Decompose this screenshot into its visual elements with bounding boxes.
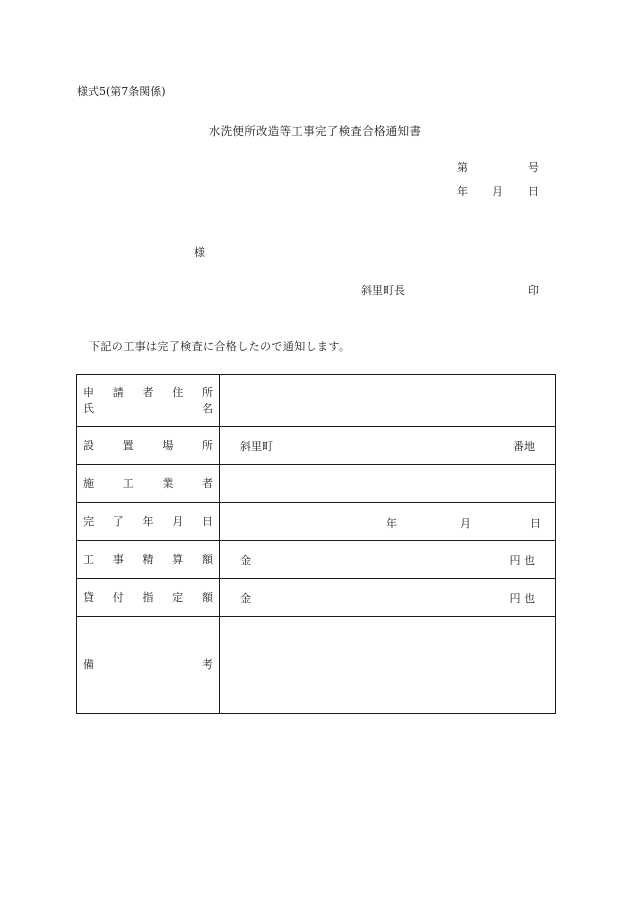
location-suffix: 番地 [513,439,535,453]
loan-prefix: 金 [240,591,251,605]
label-char: 額 [202,552,213,566]
loan-value [220,579,556,617]
label-char: 日 [202,514,213,528]
completion-month: 月 [460,516,471,530]
label-char: 月 [172,514,184,528]
label-char: 付 [112,590,124,604]
label-char: 年 [142,514,154,528]
label-char: 事 [112,552,124,566]
label-char: 了 [112,514,124,528]
label-char: 住 [172,385,184,399]
document-number-suffix: 号 [528,161,539,174]
settlement-suffix: 円 也 [509,553,535,567]
table-row-location [77,427,556,465]
label-char: 設 [83,438,94,452]
issuer-title: 斜里町長 [361,284,405,297]
remarks-value [220,617,556,714]
seal-mark: 印 [528,284,539,297]
label-char: 工 [83,552,94,566]
label-char: 精 [142,552,154,566]
applicant-name-label [83,401,213,417]
label-char: 名 [202,401,213,415]
table-row-loan [77,579,556,617]
form-code: 様式5(第7条関係) [77,85,166,98]
issue-date-month: 月 [492,185,503,198]
label-char: 業 [162,476,174,490]
detail-table [76,374,556,714]
label-char: 考 [202,658,213,671]
completion-year: 年 [386,516,397,530]
document-title: 水洗便所改造等工事完了検査合格通知書 [208,124,422,138]
label-char: 所 [202,385,213,399]
label-char: 工 [122,476,134,490]
label-char: 場 [162,438,174,452]
label-char: 請 [112,385,124,399]
issue-date-year: 年 [457,185,468,198]
label-char: 施 [83,476,94,490]
settlement-prefix: 金 [240,553,251,567]
label-char: 完 [83,514,94,528]
contractor-value [220,465,556,503]
table-row-applicant [77,375,556,427]
applicant-label [77,375,220,427]
completion-date-label [77,503,220,541]
location-value [220,427,556,465]
table-row-contractor [77,465,556,503]
table-row-settlement [77,541,556,579]
settlement-value [220,541,556,579]
location-label [77,427,220,465]
table-row-remarks [77,617,556,714]
completion-date-value [220,503,556,541]
label-char: 指 [142,590,154,604]
label-char: 算 [172,552,184,566]
issue-date-day: 日 [528,185,539,198]
label-char: 氏 [83,401,94,415]
table-row-completion-date [77,503,556,541]
completion-day: 日 [530,516,541,530]
location-prefix: 斜里町 [240,439,273,453]
label-char: 申 [83,385,94,399]
label-char: 定 [172,590,184,604]
label-char: 者 [201,476,213,490]
applicant-address-label [83,385,213,401]
label-char: 貸 [83,590,94,604]
label-char: 備 [83,658,94,671]
intro-text: 下記の工事は完了検査に合格したので通知します。 [89,340,351,353]
contractor-label [77,465,220,503]
recipient-honorific: 様 [194,246,205,259]
label-char: 額 [202,590,213,604]
loan-suffix: 円 也 [509,591,535,605]
label-char: 者 [142,385,154,399]
label-char: 置 [122,438,134,452]
document-number-prefix: 第 [457,161,468,174]
applicant-value [220,375,556,427]
label-char: 所 [201,438,213,452]
loan-label [77,579,220,617]
settlement-label [77,541,220,579]
remarks-label [77,617,220,714]
